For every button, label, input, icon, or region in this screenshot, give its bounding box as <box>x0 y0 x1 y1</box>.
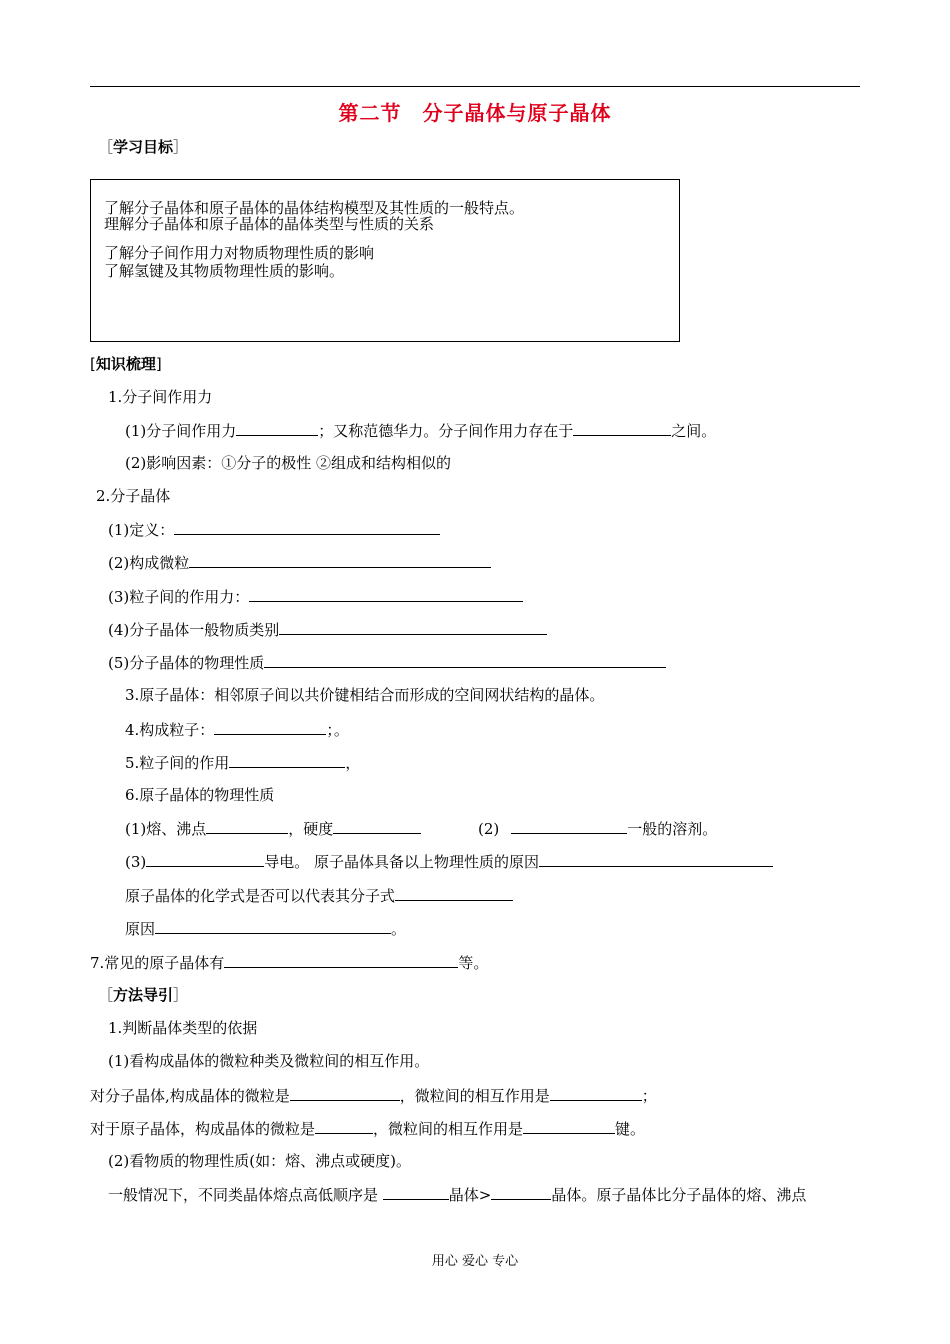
item-2-1: (1)定义： <box>108 519 440 540</box>
blank[interactable] <box>264 652 666 668</box>
atomic-crystal-line: 对于原子晶体，构成晶体的微粒是 ，微粒间的相互作用是 键。 <box>90 1120 646 1138</box>
blank[interactable] <box>236 420 318 436</box>
blank[interactable] <box>573 420 671 436</box>
item-6-3: (3) 导电。 原子晶体具备以上物理性质的原因 <box>125 851 773 872</box>
blank[interactable] <box>290 1085 400 1101</box>
item-6-2: (2) 一般的溶剂。 <box>478 820 718 838</box>
objective-line: 了解氢键及其物质物理性质的影响。 <box>104 262 345 280</box>
page-footer: 用心 爱心 专心 <box>431 1254 519 1269</box>
item-2-5: (5)分子晶体的物理性质 <box>108 652 666 673</box>
page-title: 第二节 分子晶体与原子晶体 <box>338 101 612 125</box>
method-1-heading: 1.判断晶体类型的依据 <box>108 1019 258 1037</box>
blank[interactable] <box>174 519 440 535</box>
section-7: 7.常见的原子晶体有 等。 <box>90 954 489 972</box>
item-2-3: (3)粒子间的作用力： <box>108 586 523 607</box>
blank[interactable] <box>383 1184 449 1200</box>
blank[interactable] <box>189 552 491 568</box>
item-1-2: (2)影响因素：①分子的极性 ②组成和结构相似的 <box>125 454 452 472</box>
method-1-2: (2)看物质的物理性质(如：熔、沸点或硬度)。 <box>108 1152 411 1170</box>
blank[interactable] <box>214 719 326 735</box>
item-2-2: (2)构成微粒 <box>108 552 491 573</box>
blank[interactable] <box>315 1118 373 1134</box>
objective-line: 了解分子间作用力对物质物理性质的影响 <box>104 244 375 262</box>
reason-line: 原因 。 <box>125 920 407 938</box>
blank[interactable] <box>491 1184 551 1200</box>
method-heading: ［方法导引］ <box>98 986 189 1004</box>
knowledge-heading: [知识梳理] <box>90 355 162 373</box>
section-1-heading: 1.分子间作用力 <box>108 388 213 406</box>
objectives-heading: ［学习目标］ <box>98 138 189 156</box>
section-6-heading: 6.原子晶体的物理性质 <box>125 786 275 804</box>
general-order-line: 一般情况下，不同类晶体熔点高低顺序是 晶体> 晶体。原子晶体比分子晶体的熔、沸点 <box>108 1186 807 1204</box>
blank[interactable] <box>279 619 547 635</box>
blank[interactable] <box>511 818 627 834</box>
blank[interactable] <box>395 885 513 901</box>
header-rule <box>90 86 860 87</box>
item-6-1: (1)熔、沸点 ，硬度 <box>125 818 421 839</box>
blank[interactable] <box>146 851 264 867</box>
blank[interactable] <box>249 586 523 602</box>
blank[interactable] <box>523 1118 615 1134</box>
blank[interactable] <box>229 752 345 768</box>
blank[interactable] <box>155 918 391 934</box>
blank[interactable] <box>550 1085 642 1101</box>
section-5: 5.粒子间的作用 ， <box>125 754 361 772</box>
formula-question: 原子晶体的化学式是否可以代表其分子式 <box>125 885 513 906</box>
objective-line: 理解分子晶体和原子晶体的晶体类型与性质的关系 <box>104 215 435 233</box>
blank[interactable] <box>539 851 773 867</box>
section-3: 3.原子晶体：相邻原子间以共价键相结合而形成的空间网状结构的晶体。 <box>125 686 605 704</box>
objective-line: 了解分子晶体和原子晶体的晶体结构模型及其性质的一般特点。 <box>104 199 525 217</box>
blank[interactable] <box>333 818 421 834</box>
section-4: 4.构成粒子： ；。 <box>125 721 349 739</box>
item-1-1: (1)分子间作用力 ；又称范德华力。分子间作用力存在于 之间。 <box>125 422 717 440</box>
blank[interactable] <box>224 952 458 968</box>
item-2-4: (4)分子晶体一般物质类别 <box>108 619 547 640</box>
method-1-1: (1)看构成晶体的微粒种类及微粒间的相互作用。 <box>108 1052 430 1070</box>
section-2-heading: 2.分子晶体 <box>96 487 171 505</box>
blank[interactable] <box>206 818 288 834</box>
molecular-crystal-line: 对分子晶体,构成晶体的微粒是 ，微粒间的相互作用是 ； <box>90 1087 657 1105</box>
